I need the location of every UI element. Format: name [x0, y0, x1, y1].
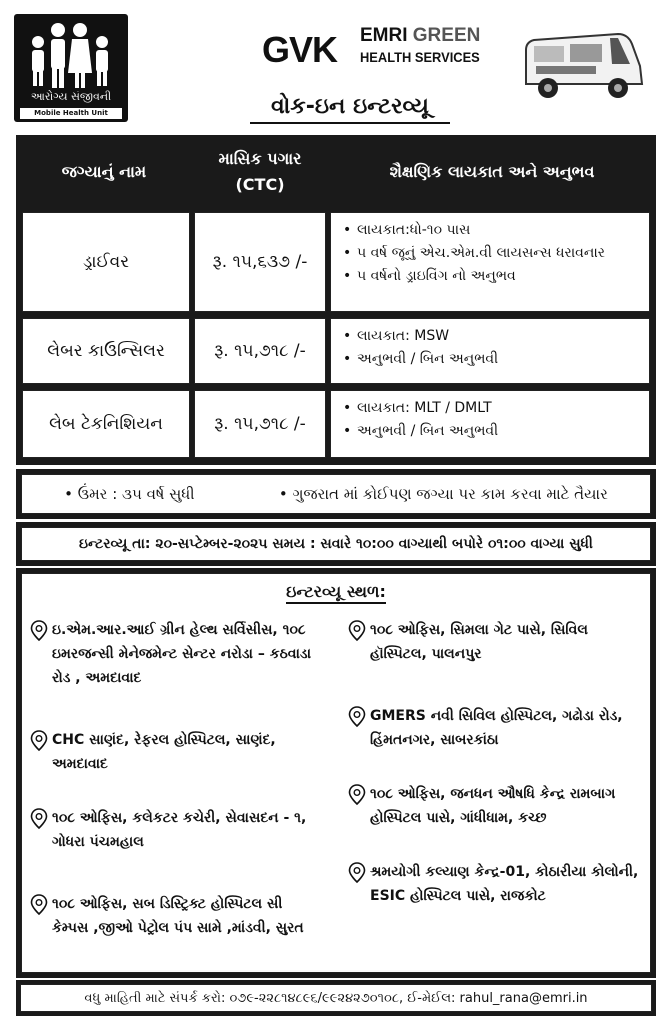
venue-location	[348, 618, 588, 666]
brand-green: GREEN	[412, 25, 481, 46]
venue-line: ૧૦૮ ઓફિસ, કલેકટર કચેરી, સેવાસદન - ૧,	[52, 810, 307, 826]
table-row-salary: રૂ. ૧૫,૭૧૮ /-	[194, 318, 326, 384]
brand-gvk: GVK	[262, 29, 338, 70]
venue-location	[348, 782, 615, 830]
venue-location	[30, 618, 311, 690]
table-row-qualification	[330, 390, 650, 458]
contact-text: વધુ માહિતી માટે સંપર્ક કરો: ૦૭૯-૨૨૮૧૪૮૯૬/૯૯૨૪૨૭૦૧૦૮, ઈ-મેઈલ: rahul_rana@emri.in	[20, 984, 652, 1012]
location-pin-icon	[348, 620, 366, 642]
jobs-table-header	[16, 135, 656, 209]
qualification-item: • ૫ વર્ષનો ડ્રાઇવિંગ નો અનુભવ	[343, 265, 649, 288]
location-pin-icon	[348, 862, 366, 884]
venue-line: CHC સાણંદ, રેફરલ હોસ્પિટલ, સાણંદ,	[52, 732, 276, 748]
interview-venues	[16, 568, 656, 978]
table-row-salary: રૂ. ૧૫,૬૩૭ /-	[194, 212, 326, 312]
location-pin-icon	[348, 784, 366, 806]
venue-location	[30, 728, 276, 776]
mobile-health-unit-logo	[14, 14, 128, 122]
venue-line: ઇમરજન્સી મેનેજમેન્ટ સેન્ટર નરોડા – કઠવાડા	[52, 646, 312, 662]
venue-line: રોડ , અમદાવાદ	[52, 670, 142, 686]
venue-line: ગોધરા પંચમહાલ	[52, 834, 144, 850]
family-icon	[24, 20, 118, 90]
venue-line: હોસ્પિટલ પાસે, ગાંધીધામ, કચ્છ	[370, 810, 547, 826]
venues-title	[22, 582, 650, 602]
venues-inner	[21, 573, 651, 973]
table-row-qualification	[330, 212, 650, 312]
brand-emri-green	[360, 26, 480, 46]
venue-line: ઇ.એમ.આર.આઈ ગ્રીન હેલ્થ સર્વિસીસ, ૧૦૮	[52, 622, 306, 638]
qualification-item: • અનુભવી / બિન અનુભવી	[343, 348, 649, 371]
poster-title: વોક-ઇન ઇન્ટરવ્યૂ	[250, 94, 450, 124]
venue-line: ૧૦૮ ઓફિસ, સબ ડિસ્ટ્રિક્ટ હોસ્પિટલ સી	[52, 896, 283, 912]
eligibility-bar-inner	[21, 474, 651, 514]
table-row-job: ડ્રાઈવર	[22, 212, 190, 312]
header-salary	[192, 135, 328, 209]
header-job: જગ્યાનું નામ	[61, 162, 147, 181]
work-location-note: • ગુજરાત માં કોઈપણ જગ્યા પર કામ કરવા માટે તૈયાર	[278, 485, 608, 503]
venue-line: ૧૦૮ ઓફિસ, જનધન ઔષધિ કેન્દ્ર રામબાગ	[370, 786, 616, 802]
location-pin-icon	[30, 730, 48, 752]
contact-footer	[16, 980, 656, 1016]
location-pin-icon	[30, 620, 48, 642]
venue-line: હૉસ્પિટલ, પાલનપુર	[370, 646, 482, 662]
header-salary-line1: માસિક પગાર	[218, 149, 302, 168]
qualification-item: • લાયકાત: MLT / DMLT	[343, 397, 649, 420]
venue-location	[30, 892, 304, 940]
header-qualification: શૈક્ષણિક લાયકાત અને અનુભવ	[389, 162, 595, 181]
qualification-item: • લાયકાત:ધો-૧૦ પાસ	[343, 219, 649, 242]
table-row-job: લેબર કાઉન્સિલર	[22, 318, 190, 384]
venue-location	[348, 860, 638, 908]
venue-line: અમદાવાદ	[52, 756, 108, 772]
age-limit: • ઉંમર : ૩૫ વર્ષ સુધી	[64, 485, 195, 503]
location-pin-icon	[30, 894, 48, 916]
interview-date-text: ઇન્ટરવ્યૂ તા: ૨૦-સપ્ટેમ્બર-૨૦૨૫ સમય : સવારે ૧૦:૦૦ વાગ્યાથી બપોરે ૦૧:૦૦ વાગ્યા સુધી	[21, 527, 651, 561]
qualification-item: • અનુભવી / બિન અનુભવી	[343, 420, 649, 443]
venue-line: શ્રમયોગી કલ્યાણ કેન્દ્ર-01, કોઠારીયા કોલોની,	[370, 864, 639, 880]
table-row-job: લેબ ટેકનિશિયન	[22, 390, 190, 458]
location-pin-icon	[348, 706, 366, 728]
brand-health-services: HEALTH SERVICES	[360, 49, 480, 65]
venue-line: ESIC હોસ્પિટલ પાસે, રાજકોટ	[370, 888, 546, 904]
table-row-salary: રૂ. ૧૫,૭૧૮ /-	[194, 390, 326, 458]
work-location-text: ગુજરાત માં કોઈપણ જગ્યા પર કામ કરવા માટે તૈયાર	[292, 485, 608, 503]
brand-emri: EMRI	[360, 25, 408, 46]
interview-date-bar	[16, 522, 656, 566]
age-limit-text: ઉંમર : ૩૫ વર્ષ સુધી	[77, 485, 195, 503]
venue-line: GMERS નવી સિવિલ હોસ્પિટલ, ગઢોડા રોડ,	[370, 708, 623, 724]
header-salary-line2: (CTC)	[235, 175, 285, 194]
logo-english-text: Mobile Health Unit	[20, 108, 122, 119]
logo-gujarati-text: આરોગ્ય સંજીવની	[30, 90, 112, 103]
venue-line: ૧૦૮ ઓફિસ, સિમલા ગેટ પાસે, સિવિલ	[370, 622, 588, 638]
eligibility-bar	[16, 469, 656, 519]
venue-location	[348, 704, 623, 752]
table-row-qualification	[330, 318, 650, 384]
venues-title-text: ઇન્ટરવ્યૂ સ્થળ:	[286, 582, 386, 604]
venue-line: હિંમતનગર, સાબરકાંઠા	[370, 732, 499, 748]
venue-location	[30, 806, 306, 854]
qualification-item: • લાયકાત: MSW	[343, 325, 649, 348]
qualification-item: • ૫ વર્ષ જૂનું એચ.એમ.વી લાયસન્સ ધરાવનાર	[343, 242, 649, 265]
location-pin-icon	[30, 808, 48, 830]
ambulance-van-icon	[520, 26, 648, 106]
venue-line: કેમ્પસ ,જીઓ પેટ્રોલ પંપ સામે ,માંડવી, સુરત	[52, 920, 304, 936]
